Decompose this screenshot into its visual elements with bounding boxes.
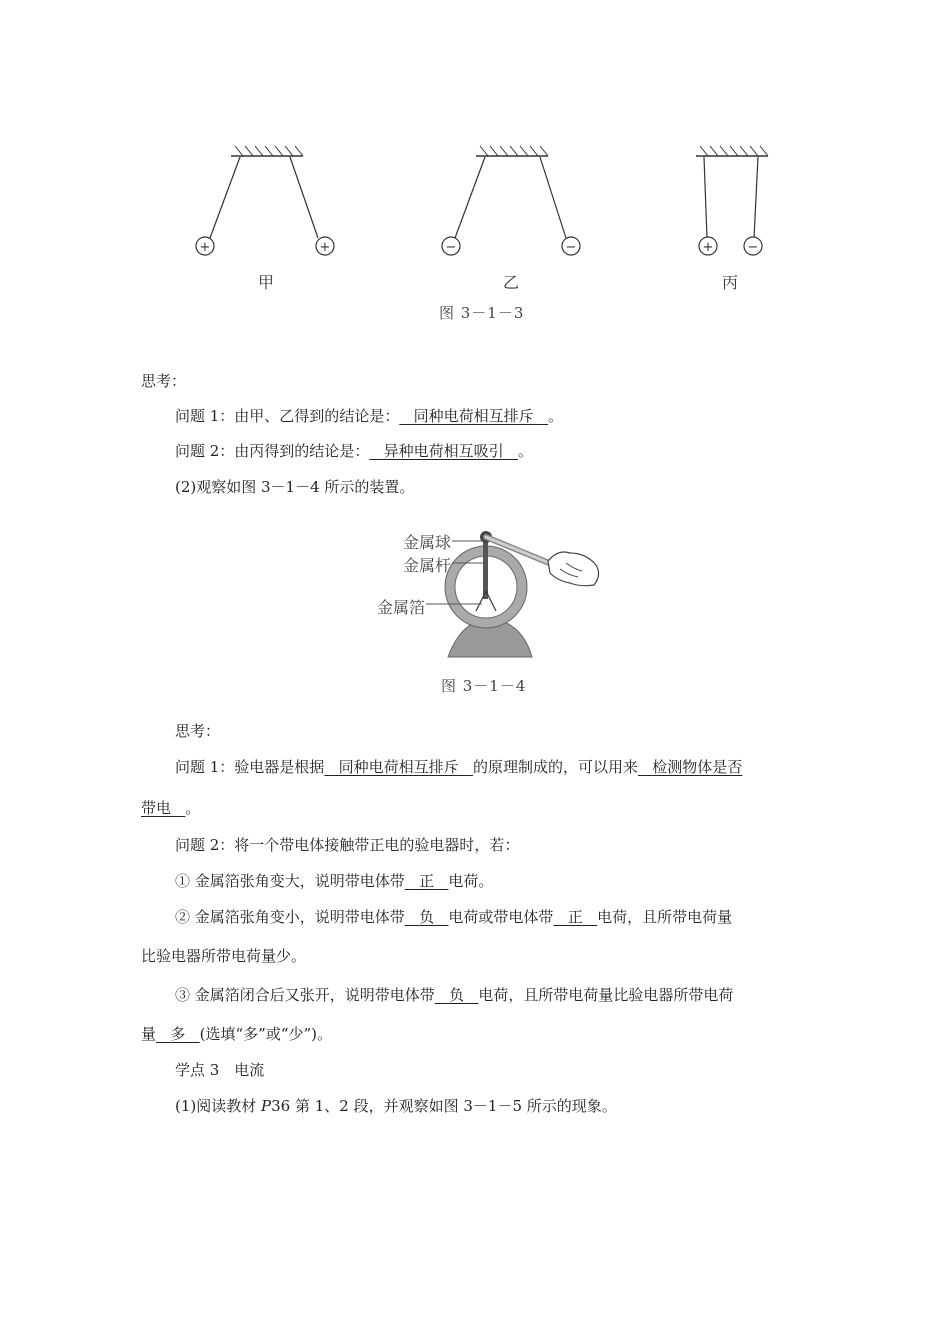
figure-caption-3-1-3: 图 3－1－3 <box>439 304 525 322</box>
charge-sign: + <box>199 240 211 255</box>
answer-blank: 带电 <box>141 799 172 817</box>
electroscope-question-2: 问题 2：将一个带电体接触带正电的验电器时，若： <box>175 836 520 854</box>
question-1-line: 问题 1：由甲、乙得到的结论是： 同种电荷相互排斥 。 <box>175 407 563 425</box>
label-jia: 甲 <box>258 273 275 292</box>
question-text: 问题 2：由丙得到的结论是： <box>175 442 370 460</box>
charge-sign: − <box>445 240 457 255</box>
case-2: ② 金属箔张角变小，说明带电体带 负 电荷或带电体带 正 电荷，且所带电荷量 <box>175 908 733 926</box>
question-text: 问题 1：由甲、乙得到的结论是： <box>175 407 400 425</box>
answer-blank: 同种电荷相互排斥 <box>413 407 534 425</box>
answer-blank: 正 <box>567 908 583 926</box>
think-heading: 思考： <box>175 722 221 740</box>
answer-blank: 负 <box>449 986 465 1004</box>
question-2-line: 问题 2：由丙得到的结论是： 异种电荷相互吸引 。 <box>175 442 533 460</box>
label-bing: 丙 <box>722 273 739 292</box>
answer-blank: 正 <box>419 872 435 890</box>
label-metal-rod: 金属杆 <box>403 556 452 575</box>
answer-blank: 多 <box>170 1025 186 1043</box>
label-metal-foil: 金属箔 <box>377 598 426 617</box>
charge-sign: + <box>702 240 714 255</box>
charge-sign: − <box>565 240 577 255</box>
think-heading: 思考： <box>141 372 187 390</box>
section-title: 学点 3 电流 <box>175 1061 265 1079</box>
answer-blank: 异种电荷相互吸引 <box>383 442 504 460</box>
case-3: ③ 金属箔闭合后又张开，说明带电体带 负 电荷，且所带电荷量比验电器所带电荷 <box>175 986 734 1004</box>
label-metal-ball: 金属球 <box>403 533 452 552</box>
reading-instruction: (1)阅读教材 P36 第 1、2 段，并观察如图 3－1－5 所示的现象。 <box>175 1097 617 1115</box>
answer-blank: 检测物体是否 <box>652 758 743 776</box>
charge-sign: − <box>747 240 759 255</box>
answer-blank: 同种电荷相互排斥 <box>338 758 459 776</box>
observe-instruction: (2)观察如图 3－1－4 所示的装置。 <box>175 478 415 496</box>
label-yi: 乙 <box>503 273 520 292</box>
electroscope-question-1-cont: 带电 。 <box>141 799 201 817</box>
electroscope-question-1: 问题 1：验电器是根据 同种电荷相互排斥 的原理制成的，可以用来 检测物体是否 <box>175 758 743 776</box>
answer-blank: 负 <box>419 908 435 926</box>
figure-caption-3-1-4: 图 3－1－4 <box>441 677 527 695</box>
case-1: ① 金属箔张角变大，说明带电体带 正 电荷。 <box>175 872 494 890</box>
charge-sign: + <box>319 240 331 255</box>
case-3-cont: 量 多 (选填“多”或“少”)。 <box>141 1025 333 1043</box>
case-2-cont: 比验电器所带电荷量少。 <box>141 947 307 965</box>
